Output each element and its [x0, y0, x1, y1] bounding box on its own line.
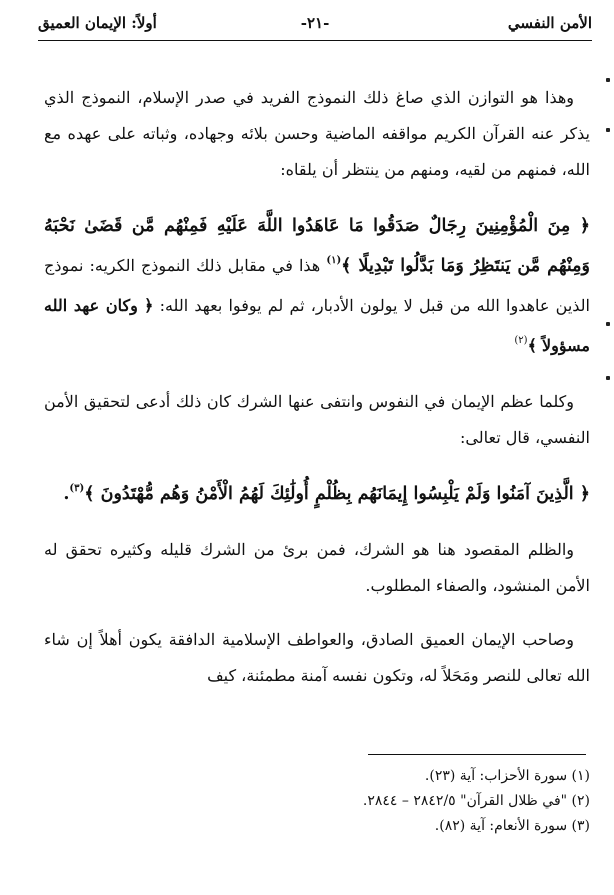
verse-close-bracket: ﴾	[84, 484, 95, 504]
book-title: الأمن النفسي	[507, 14, 592, 32]
header-divider	[38, 40, 592, 41]
margin-mark	[606, 376, 610, 380]
footnote-divider	[368, 754, 586, 755]
footnote-ref: (٣)	[69, 483, 85, 494]
verse-open-bracket: ﴿	[144, 296, 154, 315]
verse-open-bracket: ﴿	[579, 216, 590, 236]
footnote: (٣) سورة الأنعام: آية (٨٢).	[434, 818, 590, 834]
margin-mark	[606, 322, 610, 326]
footnote-ref: (٢)	[514, 335, 528, 346]
quran-verse-paragraph	[44, 474, 590, 514]
paragraph: وهذا هو التوازن الذي صاغ ذلك النموذج الفريد في صدر الإسلام، النموذج الذي يذكر عنه القرآن الكريم مواقفه الماضية وحسن بلائه وجهاده، وثباته على عهده مع الله، فمنهم من لقيه، ومنهم من ينتظر أن يلقاه:	[44, 88, 590, 179]
footnote: (٢) "في ظلال القرآن" ٢٨٤٢/٥ – ٢٨٤٤.	[362, 793, 590, 809]
margin-mark	[606, 128, 610, 132]
verse-open-bracket: ﴿	[579, 484, 590, 504]
quran-verse: وكان عهد الله مسؤولاً	[44, 296, 590, 355]
footnotes	[44, 764, 590, 839]
period: .	[63, 484, 70, 504]
main-text	[44, 80, 590, 694]
quran-verse: الَّذِينَ آمَنُوا وَلَمْ يَلْبِسُوا إِيمَانَهُم بِظُلْمٍ أُولَٰئِكَ لَهُمُ الْأَمْنُ وَهُم مُّهْتَدُونَ	[100, 484, 574, 504]
section-title: أولاً: الإيمان العميق	[38, 14, 157, 32]
footnote: (١) سورة الأحزاب: آية (٢٣).	[424, 768, 590, 784]
paragraph-tail: هذا في مقابل ذلك النموذج الكريه: نموذج الذين عاهدوا الله من قبل لا يولون الأدبار، ثم لم يوفوا بعهد الله:	[44, 256, 590, 315]
footnote-ref: (١)	[326, 255, 342, 266]
quran-verse-paragraph	[44, 206, 590, 366]
quran-verse: مِنَ الْمُؤْمِنِينَ رِجَالٌ صَدَقُوا مَا عَاهَدُوا اللَّهَ عَلَيْهِ فَمِنْهُم مَّن قَضَىٰ نَحْبَهُ وَمِنْهُم مَّن يَنتَظِرُ وَمَا بَدَّلُوا تَبْدِيلًا	[44, 216, 590, 276]
verse-close-bracket: ﴾	[527, 336, 537, 355]
margin-mark	[606, 78, 610, 82]
page-number: -٢١-	[300, 14, 330, 32]
page-header	[38, 14, 592, 40]
verse-close-bracket: ﴾	[341, 256, 352, 276]
paragraph: وكلما عظم الإيمان في النفوس وانتفى عنها الشرك كان ذلك أدعى لتحقيق الأمن النفسي، قال تعالى:	[44, 392, 590, 447]
paragraph: وصاحب الإيمان العميق الصادق، والعواطف الإسلامية الدافقة يكون أهلاً إن شاء الله تعالى للنصر ومَحَلاً له، وتكون نفسه آمنة مطمئنة، كيف	[44, 630, 590, 685]
paragraph: والظلم المقصود هنا هو الشرك، فمن برئ من الشرك قليله وكثيره تحقق له الأمن المنشود، والصفاء المطلوب.	[44, 540, 590, 595]
